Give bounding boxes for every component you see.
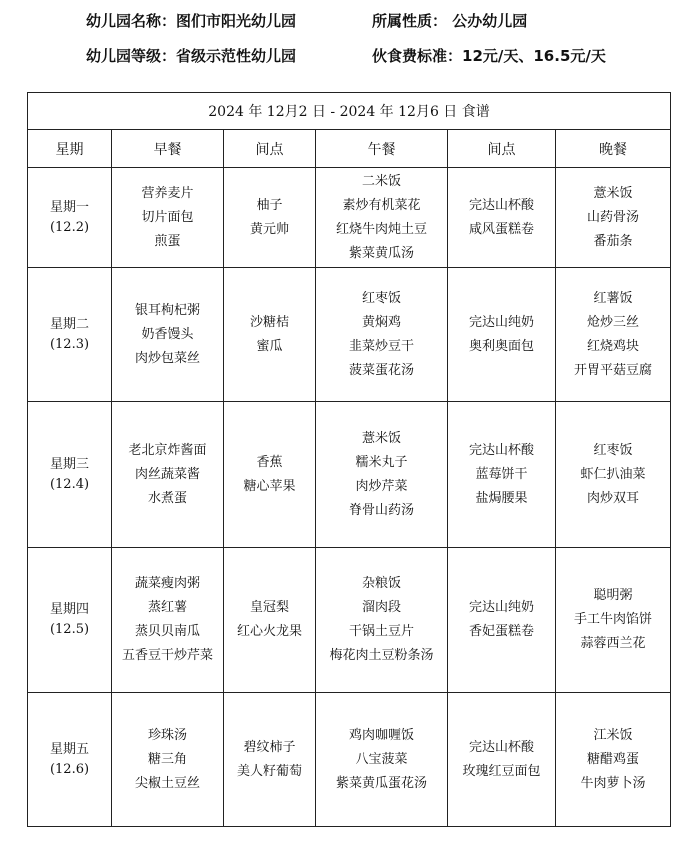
afternoon-snack-cell bbox=[448, 548, 556, 693]
dish-item: 杂粮饭 bbox=[361, 576, 401, 591]
breakfast-cell bbox=[112, 168, 224, 268]
dish-item: 紫菜黄瓜蛋花汤 bbox=[335, 775, 427, 791]
dish-item: 蒜蓉西兰花 bbox=[580, 636, 646, 651]
dish-item: 咸风蛋糕卷 bbox=[468, 221, 534, 237]
dish-item: 珍珠汤 bbox=[147, 727, 187, 743]
breakfast-cell bbox=[112, 548, 224, 693]
kindergarten-name-label: 幼儿园名称： bbox=[86, 12, 177, 30]
weekday-label: 星期三 bbox=[49, 456, 89, 472]
dinner-cell bbox=[556, 402, 671, 548]
dish-item: 八宝菠菜 bbox=[355, 751, 408, 767]
kindergarten-name-value: 图们市阳光幼儿园 bbox=[176, 12, 297, 30]
dish-item: 碧纹柿子 bbox=[243, 739, 296, 755]
dish-item: 红烧牛肉炖土豆 bbox=[335, 221, 427, 237]
dish-item: 薏米饭 bbox=[593, 185, 633, 201]
dish-item: 肉炒包菜丝 bbox=[134, 350, 200, 366]
dish-item: 糖醋鸡蛋 bbox=[587, 751, 640, 767]
dish-item: 奶香馒头 bbox=[141, 326, 194, 342]
afternoon-snack-cell bbox=[448, 693, 556, 827]
header-snack-afternoon: 间点 bbox=[448, 130, 556, 168]
dish-item: 蔬菜瘦肉粥 bbox=[134, 576, 200, 591]
morning-snack-cell bbox=[224, 268, 316, 402]
menu-body bbox=[28, 168, 671, 827]
dish-item: 蒸贝贝南瓜 bbox=[134, 624, 200, 639]
lunch-cell bbox=[316, 268, 448, 402]
dish-item: 糖三角 bbox=[147, 751, 187, 767]
dish-item: 完达山杯酸 bbox=[468, 739, 534, 755]
weekday-cell bbox=[28, 268, 112, 402]
dish-item: 肉炒芹菜 bbox=[355, 478, 408, 494]
dish-item: 菠菜蛋花汤 bbox=[348, 362, 414, 378]
dish-item: 红心火龙果 bbox=[236, 624, 302, 639]
dinner-cell bbox=[556, 168, 671, 268]
dish-item: 蜜瓜 bbox=[256, 338, 283, 354]
dish-item: 皇冠梨 bbox=[249, 600, 289, 615]
weekday-date: (12.3) bbox=[49, 336, 90, 352]
weekly-menu-table bbox=[27, 92, 671, 827]
dish-item: 完达山纯奶 bbox=[468, 600, 534, 615]
dish-item: 尖椒土豆丝 bbox=[134, 775, 200, 791]
weekday-date: (12.4) bbox=[49, 476, 90, 492]
weekday-label: 星期二 bbox=[49, 316, 89, 332]
kindergarten-grade bbox=[86, 45, 296, 66]
dish-item: 糯米丸子 bbox=[355, 454, 408, 470]
dish-item: 五香豆干炒芹菜 bbox=[121, 648, 213, 663]
dish-item: 黄焖鸡 bbox=[361, 314, 401, 330]
dish-item: 红枣饭 bbox=[361, 290, 401, 306]
dish-item: 奥利奥面包 bbox=[468, 338, 534, 354]
menu-row bbox=[28, 168, 671, 268]
kindergarten-name bbox=[86, 10, 296, 31]
weekday-cell bbox=[28, 168, 112, 268]
dish-item: 梅花肉土豆粉条汤 bbox=[329, 648, 434, 663]
dish-item: 红薯饭 bbox=[593, 290, 633, 306]
header-breakfast: 早餐 bbox=[112, 130, 224, 168]
dish-item: 美人籽葡萄 bbox=[236, 763, 302, 779]
dish-item: 切片面包 bbox=[141, 209, 194, 225]
dish-item: 完达山杯酸 bbox=[468, 197, 534, 213]
meal-fee-standard bbox=[372, 45, 606, 66]
dish-item: 脊骨山药汤 bbox=[348, 502, 414, 518]
dish-item: 香蕉 bbox=[256, 454, 283, 470]
dish-item: 山药骨汤 bbox=[587, 209, 640, 225]
weekday-date: (12.5) bbox=[49, 622, 90, 637]
lunch-cell bbox=[316, 402, 448, 548]
dish-item: 二米饭 bbox=[361, 173, 401, 189]
dish-item: 水煮蛋 bbox=[147, 490, 187, 506]
morning-snack-cell bbox=[224, 168, 316, 268]
dish-item: 煎蛋 bbox=[154, 233, 181, 249]
menu-title: 2024 年 12月2 日 - 2024 年 12月6 日 食谱 bbox=[28, 93, 671, 130]
kindergarten-grade-value: 省级示范性幼儿园 bbox=[176, 47, 297, 65]
weekday-cell bbox=[28, 402, 112, 548]
dish-item: 老北京炸酱面 bbox=[128, 442, 207, 458]
dish-item: 柚子 bbox=[256, 197, 283, 213]
dish-item: 肉丝蔬菜酱 bbox=[134, 466, 200, 482]
dish-item: 素炒有机菜花 bbox=[342, 197, 421, 213]
dish-item: 玫瑰红豆面包 bbox=[462, 763, 541, 779]
morning-snack-cell bbox=[224, 548, 316, 693]
morning-snack-cell bbox=[224, 402, 316, 548]
dish-item: 香妃蛋糕卷 bbox=[468, 624, 534, 639]
lunch-cell bbox=[316, 168, 448, 268]
dish-item: 红烧鸡块 bbox=[587, 338, 640, 354]
dish-item: 黄元帅 bbox=[249, 221, 289, 237]
weekday-date: (12.2) bbox=[49, 219, 90, 235]
dish-item: 虾仁扒油菜 bbox=[580, 466, 646, 482]
breakfast-cell bbox=[112, 268, 224, 402]
dish-item: 红枣饭 bbox=[593, 442, 633, 458]
dish-item: 营养麦片 bbox=[141, 185, 194, 201]
weekday-label: 星期五 bbox=[49, 741, 89, 757]
meal-fee-value: 12元/天、16.5元/天 bbox=[462, 47, 606, 65]
dish-item: 韭菜炒豆干 bbox=[348, 338, 414, 354]
kindergarten-grade-label: 幼儿园等级： bbox=[86, 47, 177, 65]
dish-item: 盐焗腰果 bbox=[475, 490, 528, 506]
dish-item: 番茄条 bbox=[593, 233, 633, 249]
weekday-cell bbox=[28, 548, 112, 693]
kindergarten-nature bbox=[372, 10, 527, 31]
kindergarten-nature-value: 公办幼儿园 bbox=[447, 12, 528, 30]
dish-item: 炝炒三丝 bbox=[587, 314, 640, 330]
morning-snack-cell bbox=[224, 693, 316, 827]
meal-fee-label: 伙食费标准： bbox=[372, 47, 463, 65]
dish-item: 溜肉段 bbox=[361, 600, 401, 615]
header-snack-morning: 间点 bbox=[224, 130, 316, 168]
dish-item: 薏米饭 bbox=[361, 430, 401, 446]
weekday-cell bbox=[28, 693, 112, 827]
menu-row bbox=[28, 693, 671, 827]
dish-item: 紫菜黄瓜汤 bbox=[348, 245, 414, 261]
menu-row bbox=[28, 402, 671, 548]
breakfast-cell bbox=[112, 402, 224, 548]
breakfast-cell bbox=[112, 693, 224, 827]
dish-item: 银耳枸杞粥 bbox=[134, 302, 200, 318]
menu-row bbox=[28, 268, 671, 402]
dinner-cell bbox=[556, 268, 671, 402]
dish-item: 开胃平菇豆腐 bbox=[574, 362, 653, 378]
lunch-cell bbox=[316, 693, 448, 827]
dish-item: 沙糖桔 bbox=[249, 314, 289, 330]
menu-row bbox=[28, 548, 671, 693]
afternoon-snack-cell bbox=[448, 402, 556, 548]
dish-item: 聪明粥 bbox=[593, 588, 633, 603]
dish-item: 肉炒双耳 bbox=[587, 490, 640, 506]
header-weekday: 星期 bbox=[28, 130, 112, 168]
dish-item: 江米饭 bbox=[593, 727, 633, 743]
header-dinner: 晚餐 bbox=[556, 130, 671, 168]
dish-item: 完达山杯酸 bbox=[468, 442, 534, 458]
weekday-label: 星期四 bbox=[49, 602, 89, 617]
header-lunch: 午餐 bbox=[316, 130, 448, 168]
afternoon-snack-cell bbox=[448, 268, 556, 402]
weekday-date: (12.6) bbox=[49, 761, 90, 777]
weekday-label: 星期一 bbox=[49, 199, 89, 215]
dish-item: 蒸红薯 bbox=[147, 600, 187, 615]
dish-item: 糖心苹果 bbox=[243, 478, 296, 494]
lunch-cell bbox=[316, 548, 448, 693]
afternoon-snack-cell bbox=[448, 168, 556, 268]
dish-item: 牛肉萝卜汤 bbox=[580, 775, 646, 791]
kindergarten-nature-label: 所属性质： bbox=[372, 12, 448, 30]
dish-item: 干锅土豆片 bbox=[348, 624, 414, 639]
dinner-cell bbox=[556, 693, 671, 827]
dish-item: 手工牛肉馅饼 bbox=[574, 612, 653, 627]
dish-item: 鸡肉咖喱饭 bbox=[348, 727, 414, 743]
dish-item: 蓝莓饼干 bbox=[475, 466, 528, 482]
dish-item: 完达山纯奶 bbox=[468, 314, 534, 330]
dinner-cell bbox=[556, 548, 671, 693]
